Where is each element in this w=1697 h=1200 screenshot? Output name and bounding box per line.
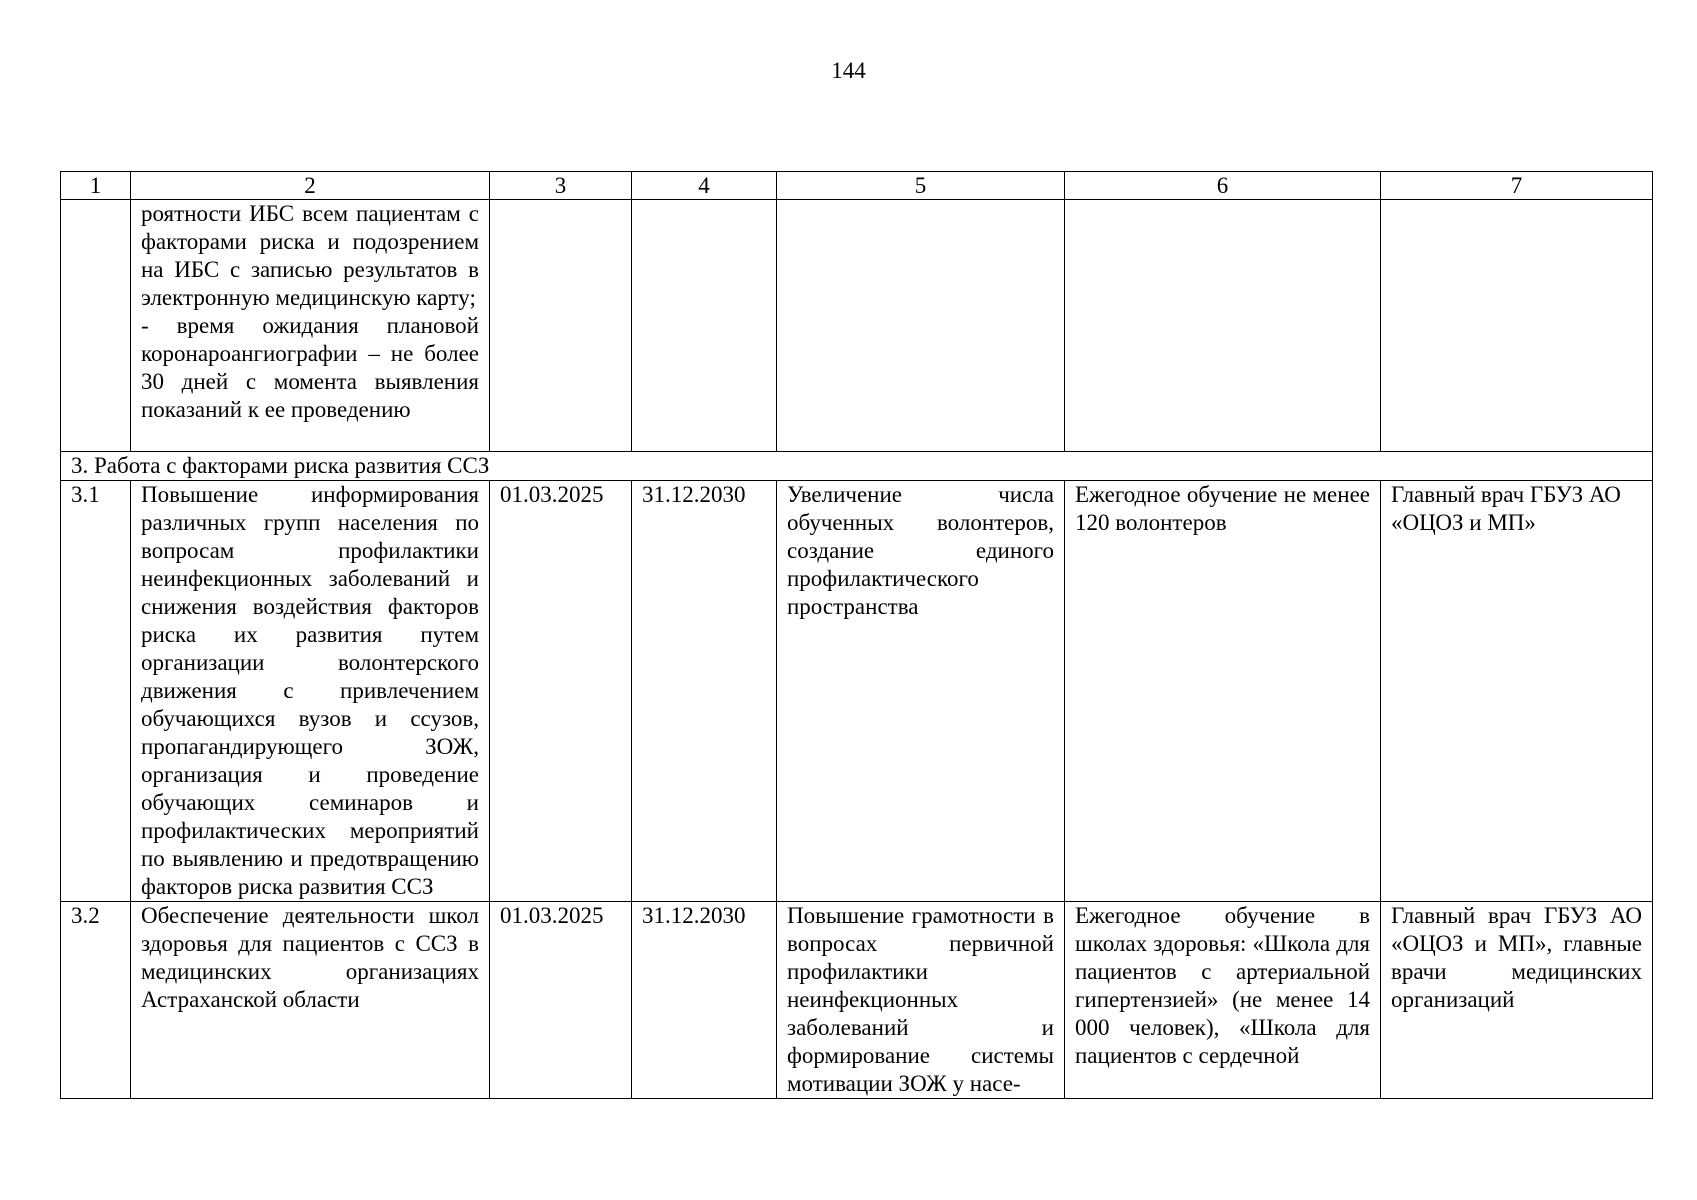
table-row xyxy=(61,902,1653,1099)
column-header-5: 5 xyxy=(777,172,1065,200)
row-result: Увеличение числа обученных волонтеров, создание единого профилактического пространства xyxy=(777,481,1065,902)
row-indicator: Ежегодное обучение в школах здоровья: «Школа для пациентов с артериальной гипертензией» (не менее 14 000 человек), «Школа для пациентов с сердечной xyxy=(1065,902,1381,1099)
row-activity: Обеспечение деятельности школ здоровья для пациентов с ССЗ в медицинских организациях Астраханской области xyxy=(131,902,490,1099)
column-header-4: 4 xyxy=(632,172,777,200)
row-end-date: 31.12.2030 xyxy=(632,902,777,1099)
continuation-empty-cell-6 xyxy=(1065,200,1381,452)
continuation-empty-cell-3 xyxy=(490,200,632,452)
row-result: Повышение грамотности в вопросах первичной профилактики неинфекционных заболеваний и формирование системы мотивации ЗОЖ у насе- xyxy=(777,902,1065,1099)
plan-table xyxy=(60,171,1653,1099)
section-title: 3. Работа с факторами риска развития ССЗ xyxy=(61,452,1653,481)
column-header-1: 1 xyxy=(61,172,131,200)
row-indicator: Ежегодное обучение не менее 120 волонтеров xyxy=(1065,481,1381,902)
row-start-date: 01.03.2025 xyxy=(490,902,632,1099)
continuation-empty-cell-5 xyxy=(777,200,1065,452)
continuation-num-cell xyxy=(61,200,131,452)
row-number: 3.1 xyxy=(61,481,131,902)
row-start-date: 01.03.2025 xyxy=(490,481,632,902)
row-end-date: 31.12.2030 xyxy=(632,481,777,902)
continuation-activity-text: роятности ИБС всем пациентам с факторами риска и подозрением на ИБС с записью результатов в электронную медицинскую карту; - время ожидания плановой коронароангиографии – не более 30 дней с момента выявления показаний к ее проведению xyxy=(141,201,479,422)
continuation-empty-cell-4 xyxy=(632,200,777,452)
column-header-7: 7 xyxy=(1381,172,1653,200)
row-responsible: Главный врач ГБУЗ АО «ОЦОЗ и МП» xyxy=(1381,481,1653,902)
column-number-row xyxy=(61,172,1653,200)
continuation-row xyxy=(61,200,1653,452)
table-row xyxy=(61,481,1653,902)
continuation-empty-cell-7 xyxy=(1381,200,1653,452)
section-row xyxy=(61,452,1653,481)
column-header-2: 2 xyxy=(131,172,490,200)
row-responsible: Главный врач ГБУЗ АО «ОЦОЗ и МП», главные врачи медицинских организаций xyxy=(1381,902,1653,1099)
continuation-activity-cell xyxy=(131,200,490,452)
row-number: 3.2 xyxy=(61,902,131,1099)
page-number: 144 xyxy=(831,58,866,83)
column-header-3: 3 xyxy=(490,172,632,200)
column-header-6: 6 xyxy=(1065,172,1381,200)
row-activity: Повышение информирования различных групп населения по вопросам профилактики неинфекционных заболеваний и снижения воздействия факторов риска их развития путем организации волонтерского движения с привлечением обучающихся вузов и ссузов, пропагандирующего ЗОЖ, организация и проведение обучающих семинаров и профилактических мероприятий по выявлению и предотвращению факторов риска развития ССЗ xyxy=(131,481,490,902)
